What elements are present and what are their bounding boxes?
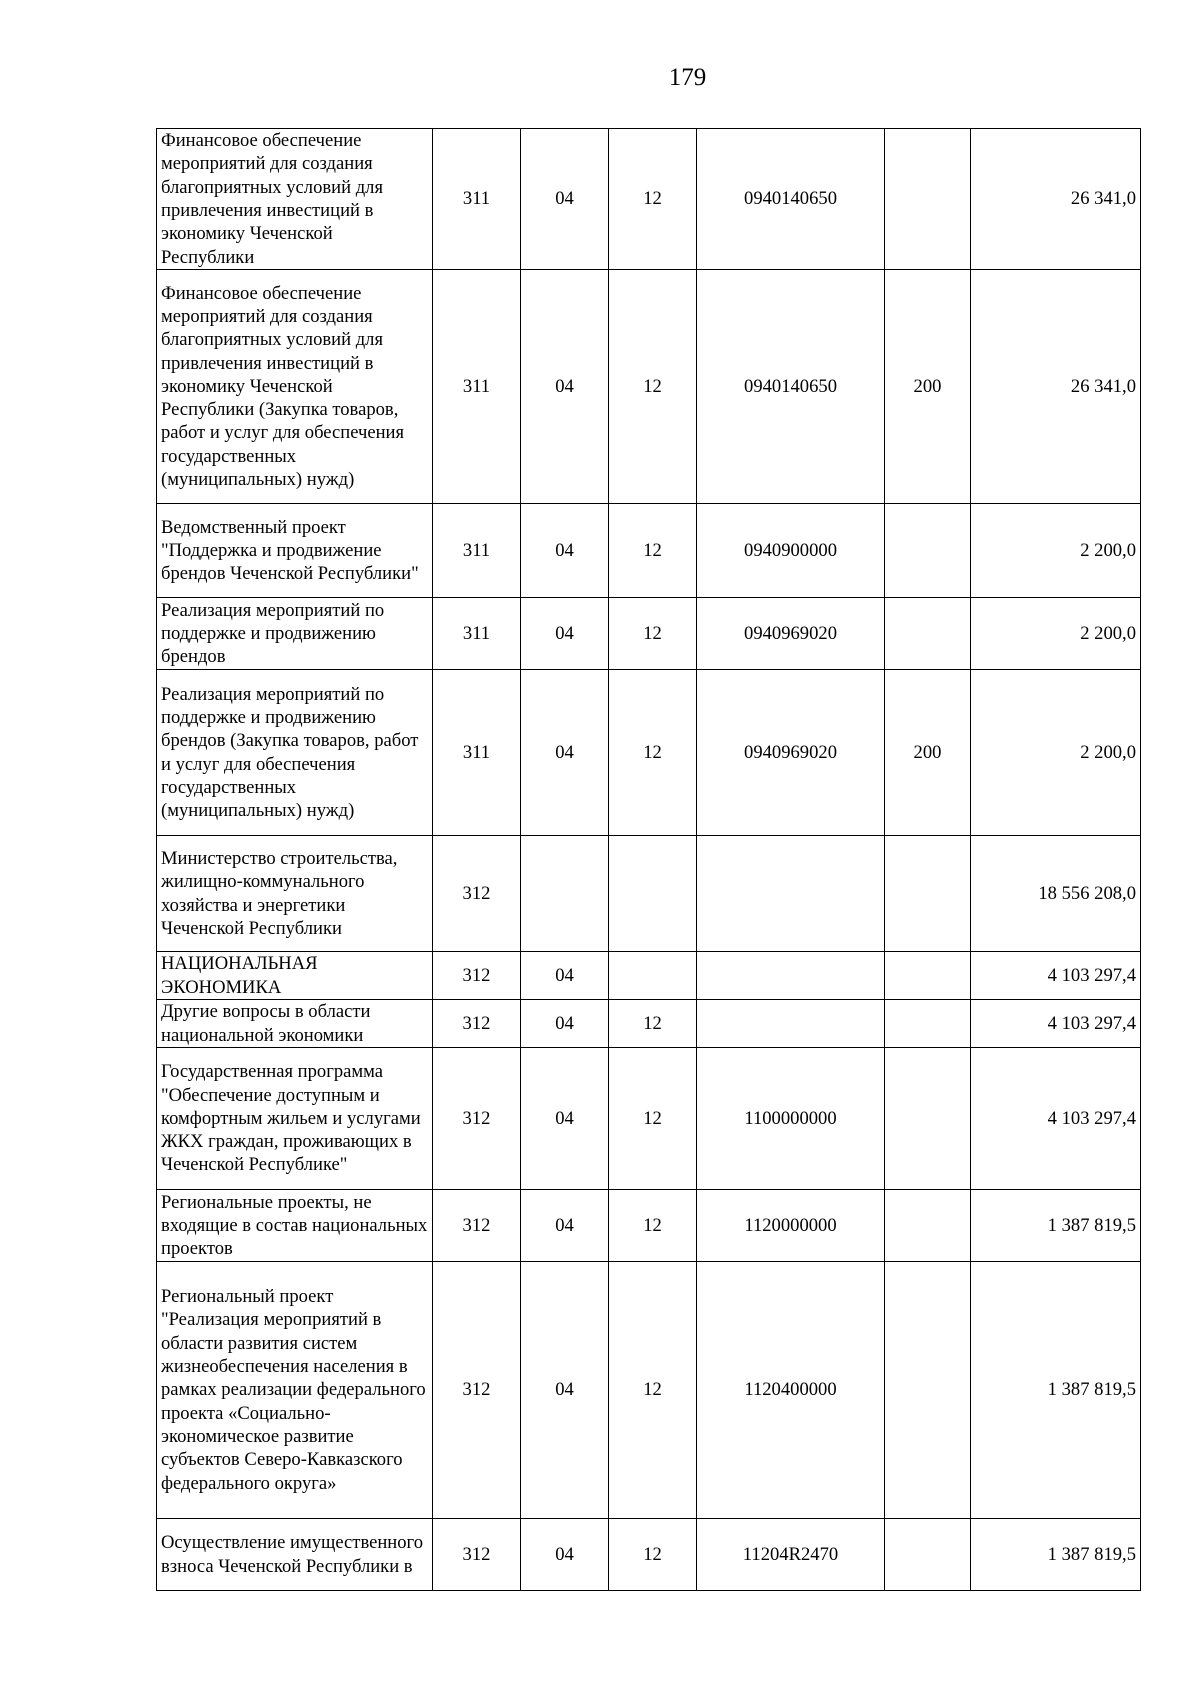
row-subsection-code-cell: 12 bbox=[609, 670, 697, 836]
row-expense-type-cell: 200 bbox=[885, 670, 971, 836]
table-row bbox=[157, 1190, 1141, 1262]
row-subsection-code-cell: 12 bbox=[609, 504, 697, 598]
table-row bbox=[157, 1000, 1141, 1048]
row-section-code-cell: 04 bbox=[521, 270, 609, 504]
row-target-article-cell: 0940140650 bbox=[697, 129, 885, 270]
row-name-cell: Финансовое обеспечение мероприятий для создания благоприятных условий для привлечения инвестиций в экономику Чеченской Республики (Закупка товаров, работ и услуг для обеспечения государственных (муниципальных) нужд) bbox=[157, 270, 433, 504]
table-row bbox=[157, 598, 1141, 670]
row-ministry-code-cell: 312 bbox=[433, 1000, 521, 1048]
row-target-article-cell: 0940140650 bbox=[697, 270, 885, 504]
row-subsection-code-cell bbox=[609, 952, 697, 1000]
row-section-code-cell: 04 bbox=[521, 504, 609, 598]
row-ministry-code-cell: 312 bbox=[433, 952, 521, 1000]
row-section-code-cell: 04 bbox=[521, 1048, 609, 1190]
row-target-article-cell: 0940969020 bbox=[697, 670, 885, 836]
table-row bbox=[157, 1519, 1141, 1591]
row-amount-cell: 18 556 208,0 bbox=[971, 836, 1141, 952]
table-row bbox=[157, 270, 1141, 504]
row-expense-type-cell bbox=[885, 1519, 971, 1591]
row-ministry-code-cell: 312 bbox=[433, 1048, 521, 1190]
row-target-article-cell: 1120000000 bbox=[697, 1190, 885, 1262]
table-row bbox=[157, 1048, 1141, 1190]
row-name-cell: Региональные проекты, не входящие в состав национальных проектов bbox=[157, 1190, 433, 1262]
row-section-code-cell: 04 bbox=[521, 952, 609, 1000]
row-section-code-cell: 04 bbox=[521, 1262, 609, 1519]
row-ministry-code-cell: 311 bbox=[433, 670, 521, 836]
row-expense-type-cell bbox=[885, 836, 971, 952]
row-name-cell: Министерство строительства, жилищно-коммунального хозяйства и энергетики Чеченской Республики bbox=[157, 836, 433, 952]
row-section-code-cell bbox=[521, 836, 609, 952]
row-ministry-code-cell: 311 bbox=[433, 504, 521, 598]
table-row bbox=[157, 504, 1141, 598]
row-ministry-code-cell: 311 bbox=[433, 270, 521, 504]
row-ministry-code-cell: 312 bbox=[433, 1262, 521, 1519]
table-row bbox=[157, 836, 1141, 952]
page-number: 179 bbox=[668, 64, 707, 91]
row-target-article-cell: 1120400000 bbox=[697, 1262, 885, 1519]
row-expense-type-cell bbox=[885, 504, 971, 598]
row-amount-cell: 26 341,0 bbox=[971, 270, 1141, 504]
row-expense-type-cell bbox=[885, 129, 971, 270]
row-amount-cell: 2 200,0 bbox=[971, 670, 1141, 836]
row-subsection-code-cell: 12 bbox=[609, 129, 697, 270]
table-row bbox=[157, 1262, 1141, 1519]
row-subsection-code-cell: 12 bbox=[609, 1190, 697, 1262]
row-target-article-cell: 0940900000 bbox=[697, 504, 885, 598]
row-target-article-cell bbox=[697, 952, 885, 1000]
row-subsection-code-cell: 12 bbox=[609, 270, 697, 504]
row-amount-cell: 4 103 297,4 bbox=[971, 1000, 1141, 1048]
row-name-cell: Реализация мероприятий по поддержке и продвижению брендов bbox=[157, 598, 433, 670]
row-expense-type-cell bbox=[885, 1048, 971, 1190]
row-name-cell: Финансовое обеспечение мероприятий для создания благоприятных условий для привлечения инвестиций в экономику Чеченской Республики bbox=[157, 129, 433, 270]
row-ministry-code-cell: 312 bbox=[433, 1519, 521, 1591]
row-amount-cell: 1 387 819,5 bbox=[971, 1190, 1141, 1262]
row-name-cell: Другие вопросы в области национальной экономики bbox=[157, 1000, 433, 1048]
row-ministry-code-cell: 312 bbox=[433, 1190, 521, 1262]
row-subsection-code-cell bbox=[609, 836, 697, 952]
row-target-article-cell bbox=[697, 1000, 885, 1048]
row-subsection-code-cell: 12 bbox=[609, 598, 697, 670]
budget-table bbox=[156, 128, 1141, 1591]
row-amount-cell: 1 387 819,5 bbox=[971, 1519, 1141, 1591]
row-expense-type-cell: 200 bbox=[885, 270, 971, 504]
row-amount-cell: 2 200,0 bbox=[971, 598, 1141, 670]
row-section-code-cell: 04 bbox=[521, 670, 609, 836]
row-name-cell: Ведомственный проект "Поддержка и продвижение брендов Чеченской Республики" bbox=[157, 504, 433, 598]
row-subsection-code-cell: 12 bbox=[609, 1519, 697, 1591]
row-ministry-code-cell: 312 bbox=[433, 836, 521, 952]
table-row bbox=[157, 670, 1141, 836]
row-amount-cell: 26 341,0 bbox=[971, 129, 1141, 270]
row-name-cell: Региональный проект "Реализация мероприятий в области развития систем жизнеобеспечения населения в рамках реализации федерального проекта «Социально-экономическое развитие субъектов Северо-Кавказского федерального округа» bbox=[157, 1262, 433, 1519]
row-section-code-cell: 04 bbox=[521, 1000, 609, 1048]
row-expense-type-cell bbox=[885, 1262, 971, 1519]
row-section-code-cell: 04 bbox=[521, 1190, 609, 1262]
row-target-article-cell bbox=[697, 836, 885, 952]
table-row bbox=[157, 129, 1141, 270]
row-expense-type-cell bbox=[885, 598, 971, 670]
row-name-cell: НАЦИОНАЛЬНАЯ ЭКОНОМИКА bbox=[157, 952, 433, 1000]
row-section-code-cell: 04 bbox=[521, 598, 609, 670]
row-expense-type-cell bbox=[885, 952, 971, 1000]
row-section-code-cell: 04 bbox=[521, 1519, 609, 1591]
row-amount-cell: 1 387 819,5 bbox=[971, 1262, 1141, 1519]
row-target-article-cell: 1100000000 bbox=[697, 1048, 885, 1190]
row-target-article-cell: 0940969020 bbox=[697, 598, 885, 670]
row-subsection-code-cell: 12 bbox=[609, 1000, 697, 1048]
row-amount-cell: 4 103 297,4 bbox=[971, 952, 1141, 1000]
row-name-cell: Осуществление имущественного взноса Чеченской Республики в bbox=[157, 1519, 433, 1591]
row-name-cell: Государственная программа "Обеспечение доступным и комфортным жильем и услугами ЖКХ граждан, проживающих в Чеченской Республике" bbox=[157, 1048, 433, 1190]
row-name-cell: Реализация мероприятий по поддержке и продвижению брендов (Закупка товаров, работ и услуг для обеспечения государственных (муниципальных) нужд) bbox=[157, 670, 433, 836]
row-subsection-code-cell: 12 bbox=[609, 1262, 697, 1519]
row-section-code-cell: 04 bbox=[521, 129, 609, 270]
row-ministry-code-cell: 311 bbox=[433, 129, 521, 270]
table-row bbox=[157, 952, 1141, 1000]
row-amount-cell: 2 200,0 bbox=[971, 504, 1141, 598]
row-expense-type-cell bbox=[885, 1000, 971, 1048]
row-ministry-code-cell: 311 bbox=[433, 598, 521, 670]
row-expense-type-cell bbox=[885, 1190, 971, 1262]
row-target-article-cell: 11204R2470 bbox=[697, 1519, 885, 1591]
row-subsection-code-cell: 12 bbox=[609, 1048, 697, 1190]
row-amount-cell: 4 103 297,4 bbox=[971, 1048, 1141, 1190]
